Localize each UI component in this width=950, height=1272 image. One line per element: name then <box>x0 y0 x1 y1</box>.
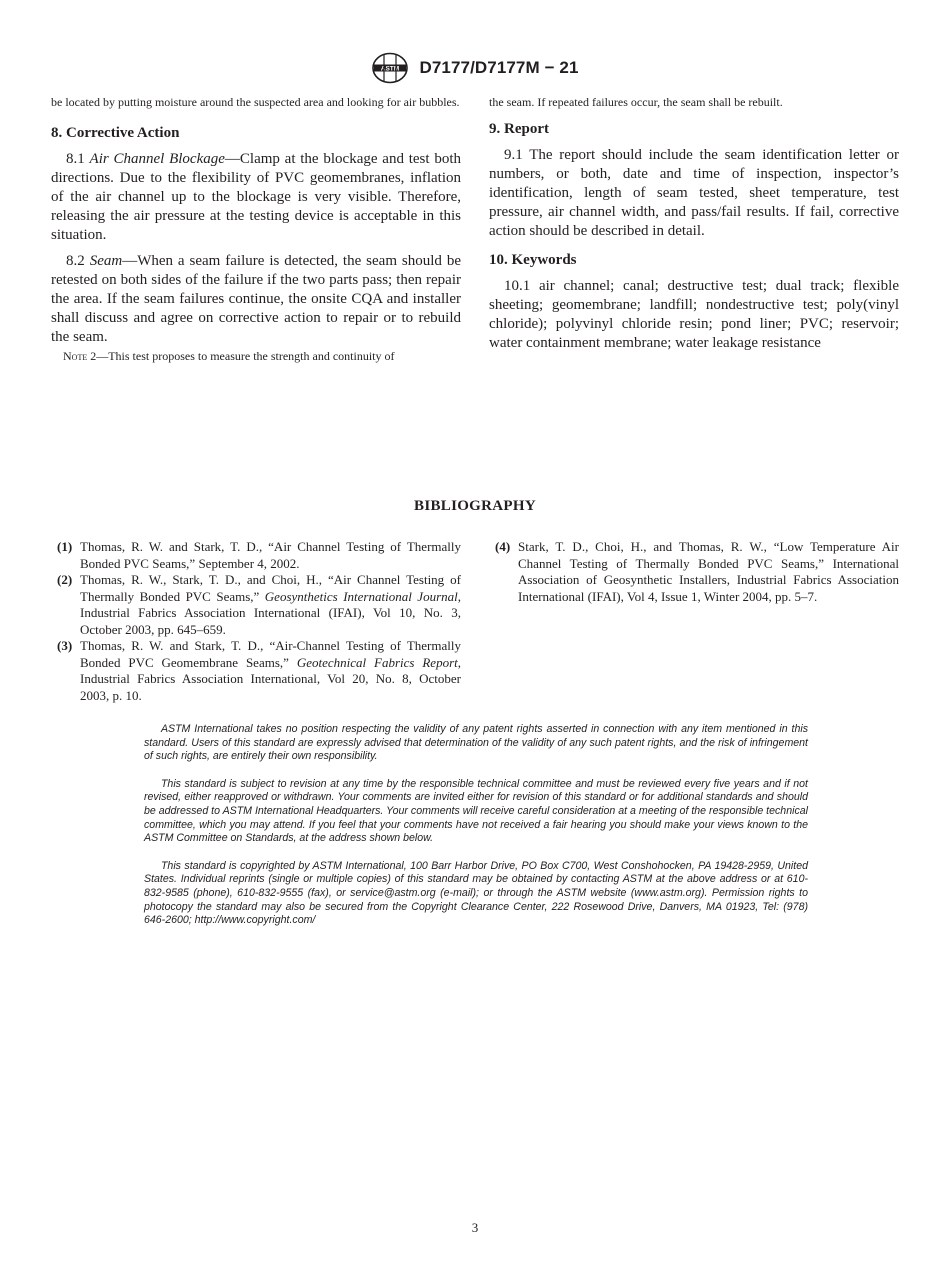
patent-notice: ASTM International takes no position respecting the validity of any patent rights asserted in connection with any item mentioned in this standard. Users of this standard are expressly advised that determination of the validity of any such patent rights, and the risk of infringement of such rights, are entirely their own responsibility. <box>144 723 808 763</box>
reference-text: Thomas, R. W., Stark, T. D., and Choi, H., “Air Channel Testing of Thermally Bonded PVC Seams,” <box>80 572 461 604</box>
paragraph-number: 8.1 <box>66 151 85 167</box>
reference-text: Thomas, R. W. and Stark, T. D., “Air Channel Testing of Thermally Bonded PVC Seams,” September 4, 2002. <box>80 539 461 571</box>
bibliography-entry <box>49 572 461 638</box>
paragraph-body: air channel; canal; destructive test; dual track; flexible sheeting; geomembrane; landfill; nondestructive test; poly(vinyl chloride); polyvinyl chloride resin; pond liner; PVC; reservoir; water containment membrane; water leakage resistance <box>489 278 899 351</box>
reference-journal: Geotechnical Fabrics Report <box>296 654 458 670</box>
section-9-heading: 9. Report <box>489 121 549 137</box>
paragraph-10-1 <box>489 277 899 353</box>
copyright-notice: This standard is copyrighted by ASTM International, 100 Barr Harbor Drive, PO Box C700, West Conshohocken, PA 19428-2959, United States. Individual reprints (single or multiple copies) of this standard may be obtained by contacting ASTM at the above address or at 610-832-9585 (phone), 610-832-9555 (fax), or service@astm.org (e-mail); or through the ASTM website (www.astm.org). Permission rights to photocopy the standard may also be secured from the Copyright Clearance Center, 222 Rosewood Drive, Danvers, MA 01923, Tel: (978) 646-2600; http://www.copyright.com/ <box>144 859 808 927</box>
paragraph-number: 10.1 <box>504 278 531 294</box>
svg-text:ASTM: ASTM <box>381 65 400 73</box>
paragraph-number: 9.1 <box>504 147 523 163</box>
paragraph-8-1 <box>51 150 461 245</box>
note-body: —This test proposes to measure the strength and continuity of <box>96 349 395 363</box>
paragraph-9-1 <box>489 146 899 241</box>
bibliography-right-column <box>487 539 899 605</box>
legal-notice <box>144 723 808 942</box>
paragraph-term: Air Channel Blockage <box>89 151 225 167</box>
section-8-heading: 8. Corrective Action <box>51 125 180 141</box>
reference-text: Thomas, R. W. and Stark, T. D., “Air-Channel Testing of Thermally Bonded PVC Geomembrane Seams,” <box>80 638 461 670</box>
revision-notice: This standard is subject to revision at any time by the responsible technical committee and must be reviewed every five years and if not revised, either reapproved or withdrawn. Your comments are invited either for revision of this standard or for additional standards and should be addressed to ASTM International Headquarters. Your comments will receive careful consideration at a meeting of the responsible technical committee, which you may attend. If you feel that your comments have not received a fair hearing you should make your views known to the ASTM Committee on Standards, at the address shown below. <box>144 777 808 845</box>
bibliography-entry <box>487 539 899 605</box>
astm-logo-icon <box>371 52 409 84</box>
note-label: Note 2 <box>63 349 97 363</box>
left-column <box>51 95 461 364</box>
page-number: 3 <box>471 1220 479 1235</box>
section-10-heading: 10. Keywords <box>489 252 577 268</box>
reference-text-tail: , Industrial Fabrics Association International, Vol 20, No. 8, October 2003, p. 10. <box>80 654 461 703</box>
paragraph-body: —Clamp at the blockage and test both directions. Due to the flexibility of PVC geomembranes, inflation of the air channel up to the blockage is very visible. Therefore, releasing the air pressure at the testing device is acceptable in this situation. <box>51 151 461 243</box>
continuation-text: the seam. If repeated failures occur, the seam shall be rebuilt. <box>489 95 783 109</box>
reference-number: (4) <box>495 539 511 554</box>
bibliography-entry <box>49 638 461 704</box>
note-2 <box>51 349 461 364</box>
paragraph-8-2 <box>51 252 461 347</box>
paragraph-body: —When a seam failure is detected, the seam should be retested on both sides of the failure if the two parts pass; then repair the area. If the seam failures continue, the onsite CQA and installer shall discuss and agree on corrective action to repair or to rebuild the seam. <box>51 253 462 345</box>
bibliography-entry <box>49 539 461 572</box>
reference-text-tail: , Industrial Fabrics Association International (IFAI), Vol 10, No. 3, October 2003, pp. 645–659. <box>80 588 461 637</box>
bibliography-heading: BIBLIOGRAPHY <box>414 498 536 514</box>
paragraph-body: The report should include the seam identification letter or numbers, or both, date and time of inspection, inspector’s identification, length of seam tested, sheet temperature, test pressure, air channel width, and pass/fail results. If fail, corrective action should be described in detail. <box>489 147 899 239</box>
right-column <box>489 95 899 353</box>
reference-text: Stark, T. D., Choi, H., and Thomas, R. W., “Low Temperature Air Channel Testing of Thermally Bonded PVC Seams,” International Association of Geosynthetic Installers, Industrial Fabrics Association International (IFAI), Vol 4, Issue 1, Winter 2004, pp. 5–7. <box>518 539 899 604</box>
reference-number: (2) <box>57 572 73 587</box>
bibliography-left-column <box>49 539 461 704</box>
paragraph-number: 8.2 <box>66 253 85 269</box>
page-header <box>0 52 950 86</box>
reference-journal: Geosynthetics International Journal <box>264 588 458 604</box>
continuation-text: be located by putting moisture around the suspected area and looking for air bubbles. <box>51 95 460 109</box>
reference-number: (3) <box>57 638 73 653</box>
document-designation: D7177/D7177M − 21 <box>419 58 579 77</box>
reference-number: (1) <box>57 539 73 554</box>
paragraph-term: Seam <box>89 253 123 269</box>
